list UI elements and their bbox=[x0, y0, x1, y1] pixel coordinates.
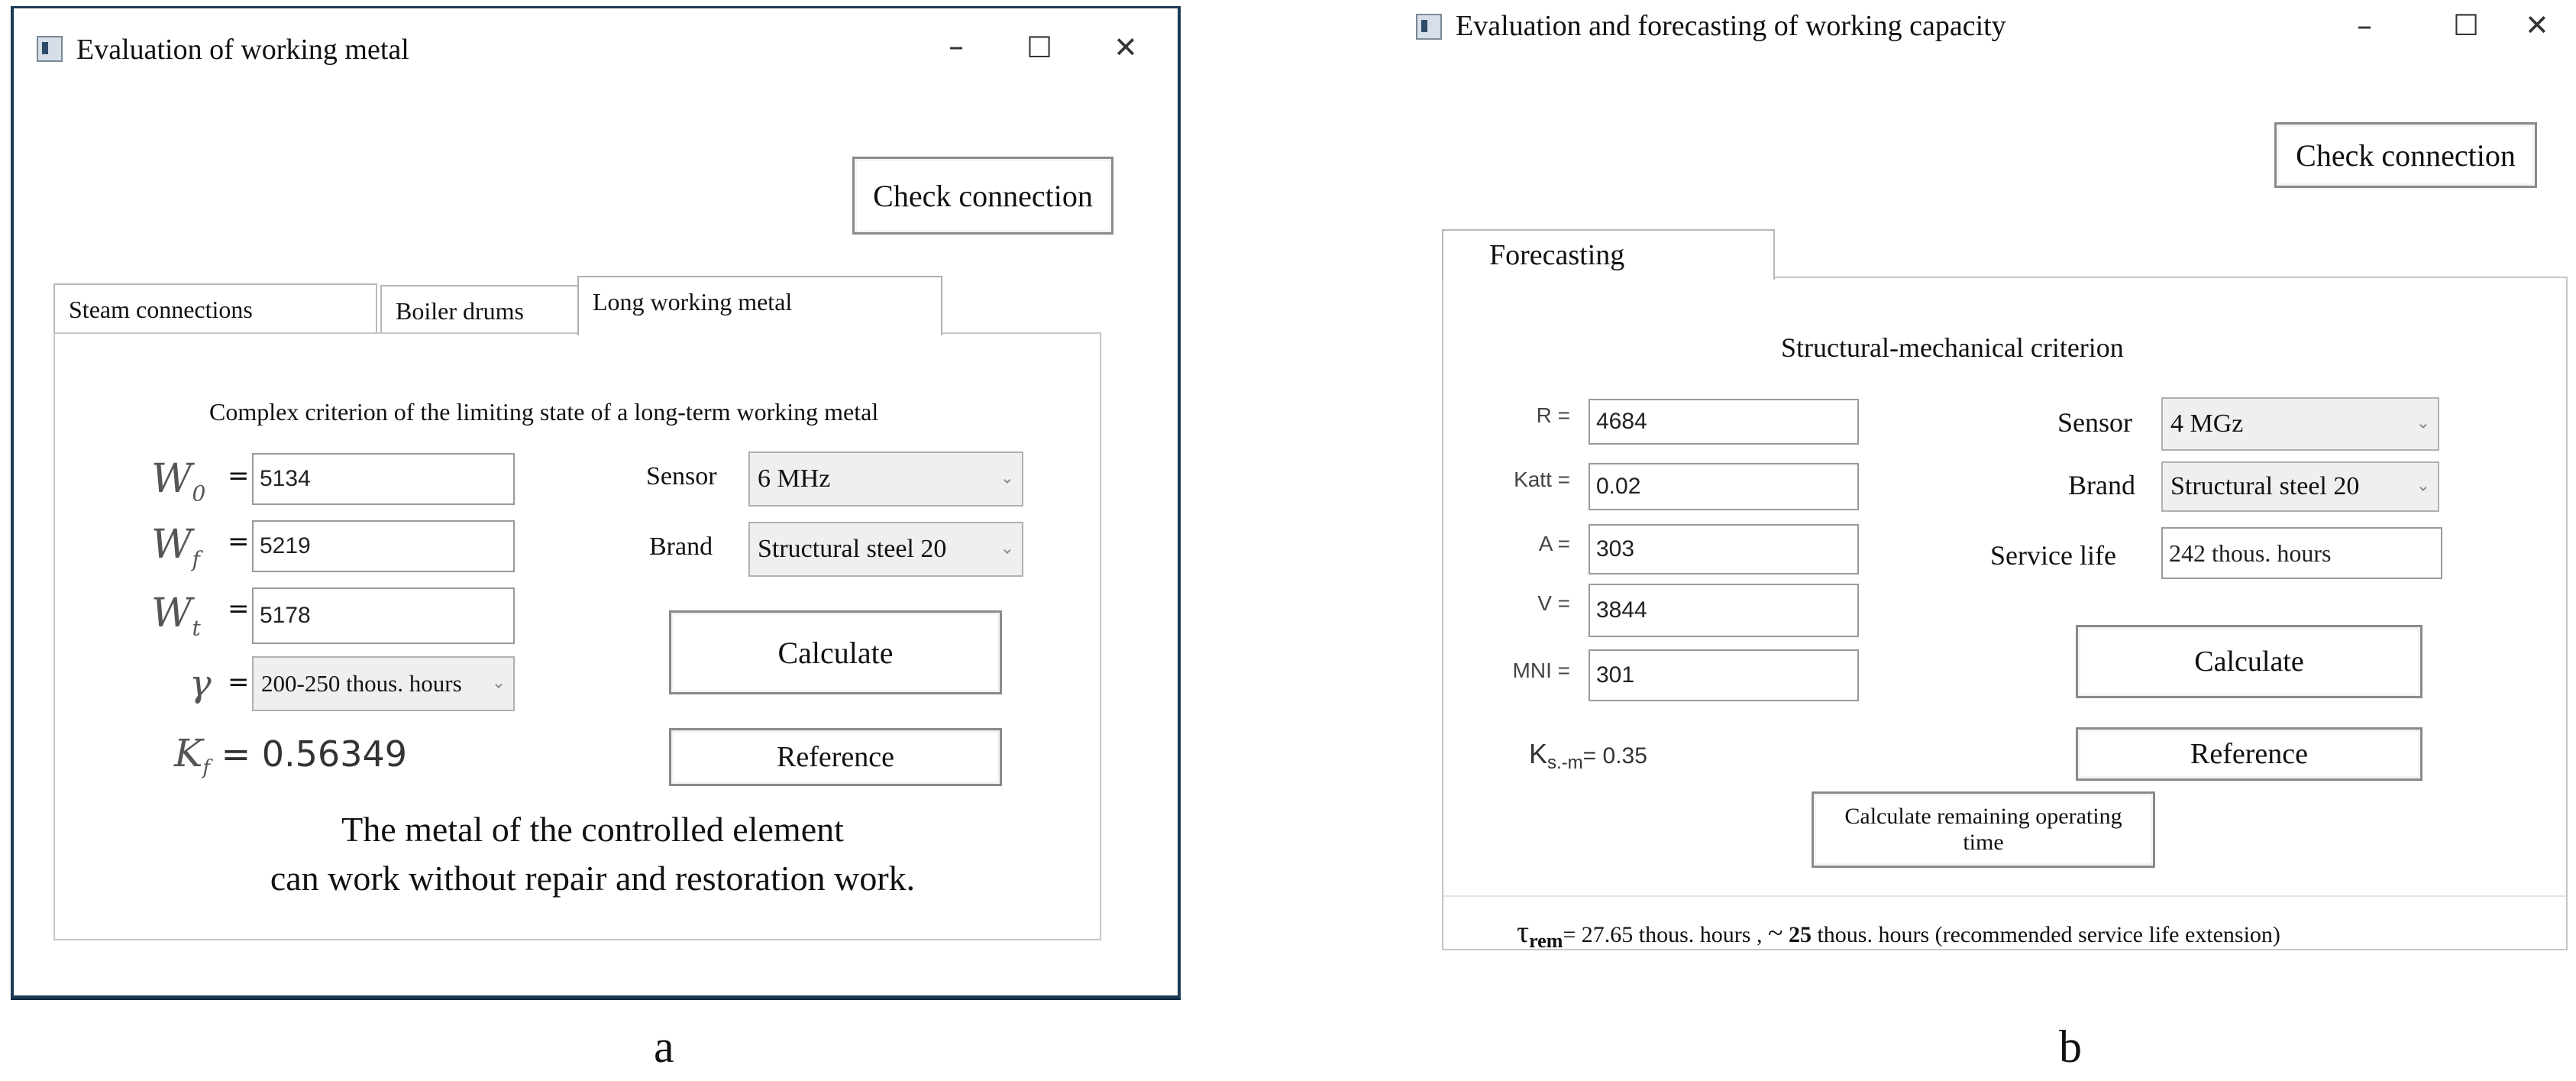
tab-boiler-drums[interactable]: Boiler drums bbox=[380, 285, 585, 335]
wf-input[interactable]: 5219 bbox=[252, 520, 515, 572]
criterion-title: Complex criterion of the limiting state of a long-term working metal bbox=[209, 398, 879, 426]
brand-select[interactable] bbox=[2161, 461, 2439, 512]
gamma-symbol: γ bbox=[189, 662, 212, 705]
wt-input[interactable]: 5178 bbox=[252, 587, 515, 644]
criterion-title: Structural-mechanical criterion bbox=[1781, 332, 2124, 363]
divider bbox=[1443, 895, 2566, 897]
brand-value: Structural steel 20 bbox=[758, 535, 947, 563]
window-title: Evaluation and forecasting of working capacity bbox=[1456, 10, 2006, 42]
brand-select[interactable] bbox=[748, 522, 1023, 577]
maximize-icon[interactable]: ☐ bbox=[2453, 8, 2480, 42]
app-icon bbox=[37, 36, 63, 62]
minimize-icon[interactable]: – bbox=[2357, 8, 2372, 44]
a-label: A = bbox=[1538, 532, 1570, 555]
kf-result: $K_f = 0.56349$ bbox=[174, 731, 407, 780]
brand-label: Brand bbox=[649, 532, 713, 561]
a-input[interactable]: 303 bbox=[1589, 524, 1859, 574]
tab-steam-connections[interactable]: Steam connections bbox=[53, 283, 377, 335]
title-bar bbox=[1402, 0, 2571, 86]
chevron-down-icon: ⌄ bbox=[2416, 476, 2430, 496]
brand-label: Brand bbox=[2068, 470, 2135, 500]
calculate-button[interactable]: Calculate bbox=[2076, 625, 2422, 698]
check-connection-button[interactable]: Check connection bbox=[2274, 122, 2537, 188]
window-evaluation-forecasting bbox=[1402, 0, 2571, 964]
reference-button[interactable]: Reference bbox=[669, 728, 1002, 786]
reference-button[interactable]: Reference bbox=[2076, 727, 2422, 781]
v-input[interactable]: 3844 bbox=[1589, 584, 1859, 637]
active-tab-joint bbox=[579, 332, 941, 337]
sensor-label: Sensor bbox=[2057, 407, 2132, 438]
active-tab-joint bbox=[1443, 275, 1773, 280]
brand-value: Structural steel 20 bbox=[2170, 472, 2360, 500]
mni-label: MNI = bbox=[1512, 659, 1570, 682]
wf-equals: = bbox=[228, 526, 250, 557]
chevron-down-icon: ⌄ bbox=[1000, 539, 1014, 558]
calculate-button[interactable]: Calculate bbox=[669, 610, 1002, 694]
sensor-select[interactable] bbox=[748, 451, 1023, 507]
chevron-down-icon: ⌄ bbox=[2416, 413, 2430, 433]
minimize-icon[interactable]: – bbox=[949, 29, 964, 64]
maximize-icon[interactable]: ☐ bbox=[1026, 31, 1053, 64]
katt-label: Katt = bbox=[1514, 468, 1570, 491]
r-label: R = bbox=[1536, 403, 1570, 427]
caption-a: a bbox=[654, 1021, 674, 1072]
gamma-equals: = bbox=[228, 667, 250, 697]
window-title: Evaluation of working metal bbox=[76, 34, 409, 66]
sensor-value: 4 MGz bbox=[2170, 409, 2244, 438]
remaining-time-result: $\tau_{rem}= 27.65$ thous. hours , ~ 25 thous. hours (recommended service life extension) bbox=[1517, 914, 2280, 952]
w0-input[interactable]: 5134 bbox=[252, 453, 515, 505]
result-message-line2: can work without repair and restoration work. bbox=[270, 859, 916, 898]
tab-long-working-metal[interactable]: Long working metal bbox=[577, 276, 942, 335]
chevron-down-icon: ⌄ bbox=[491, 673, 506, 693]
w0-equals: = bbox=[228, 461, 250, 491]
service-life-input[interactable]: 242 thous. hours bbox=[2161, 527, 2442, 579]
calculate-remaining-time-button[interactable]: Calculate remaining operating time bbox=[1812, 791, 2155, 868]
service-life-label: Service life bbox=[1990, 540, 2116, 571]
r-input[interactable]: 4684 bbox=[1589, 399, 1859, 445]
sensor-select[interactable] bbox=[2161, 397, 2439, 451]
w0-symbol: $W_0$ bbox=[151, 456, 206, 507]
close-icon[interactable]: ✕ bbox=[2525, 8, 2549, 42]
mni-input[interactable]: 301 bbox=[1589, 649, 1859, 701]
title-bar bbox=[14, 8, 1178, 94]
service-period-value: 200-250 thous. hours bbox=[261, 670, 462, 697]
app-icon bbox=[1416, 14, 1442, 40]
sensor-value: 6 MHz bbox=[758, 464, 831, 493]
sensor-label: Sensor bbox=[646, 462, 717, 490]
caption-b: b bbox=[2059, 1021, 2082, 1072]
wt-symbol: $W_t$ bbox=[151, 591, 201, 641]
service-period-select[interactable] bbox=[252, 656, 515, 711]
wt-equals: = bbox=[228, 594, 250, 624]
result-message-line1: The metal of the controlled element bbox=[341, 810, 844, 849]
close-icon[interactable]: ✕ bbox=[1113, 31, 1138, 64]
window-evaluation-working-metal bbox=[11, 6, 1181, 998]
check-connection-button[interactable]: Check connection bbox=[852, 157, 1113, 235]
tab-forecasting[interactable]: Forecasting bbox=[1442, 229, 1775, 280]
wf-symbol: $W_f$ bbox=[151, 522, 200, 572]
katt-input[interactable]: 0.02 bbox=[1589, 463, 1859, 510]
chevron-down-icon: ⌄ bbox=[1000, 468, 1014, 488]
v-label: V = bbox=[1537, 591, 1570, 615]
ksm-result: $K_{s.-m}= 0.35$ bbox=[1529, 738, 1647, 773]
